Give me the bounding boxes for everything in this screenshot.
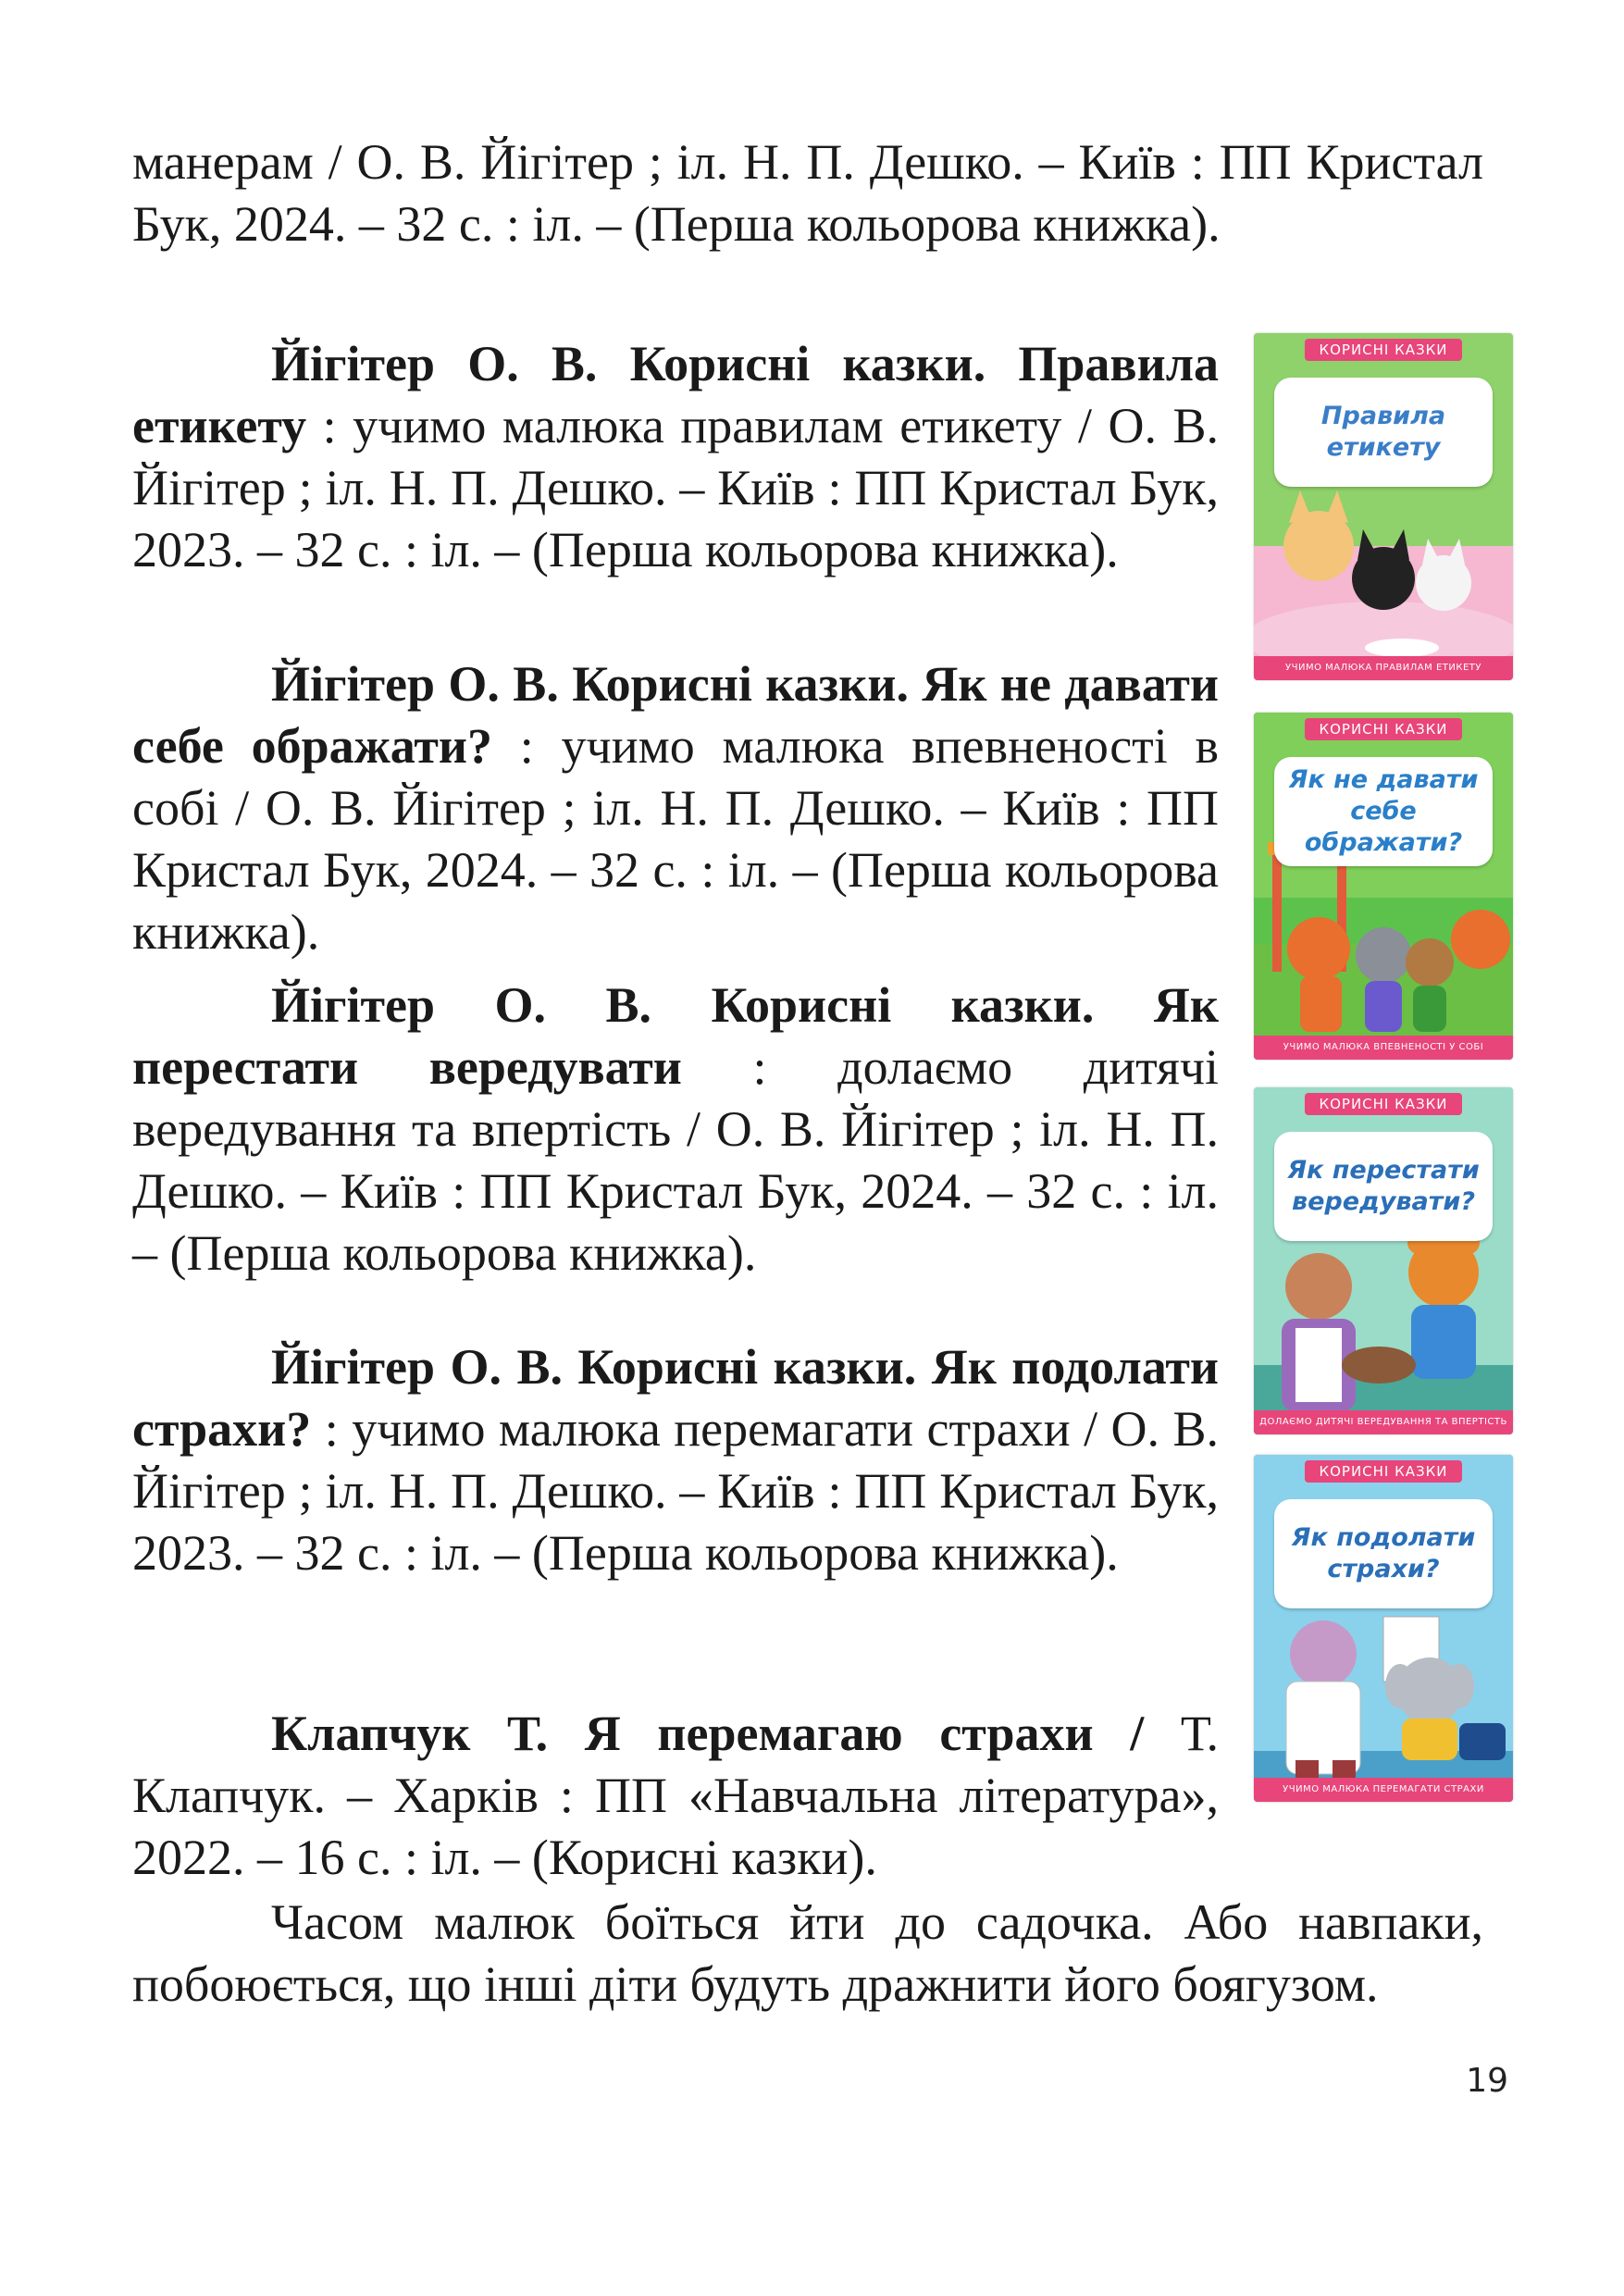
entry-title: Йігітер О. В. Корисні казки. Як подолати страхи?	[132, 1339, 1219, 1457]
book-cover-tantrums	[1254, 1087, 1513, 1434]
cover-subtitle: ДОЛАЄМО ДИТЯЧІ ВЕРЕДУВАННЯ ТА ВПЕРТІСТЬ	[1254, 1410, 1513, 1434]
cover-subtitle: УЧИМО МАЛЮКА ПРАВИЛАМ ЕТИКЕТУ	[1254, 656, 1513, 680]
book-cover-fears	[1254, 1455, 1513, 1802]
entry-title: Клапчук Т. Я перемагаю страхи /	[271, 1706, 1145, 1761]
page-number: 19	[1466, 2062, 1508, 2100]
cover-subtitle: УЧИМО МАЛЮКА ВПЕВНЕНОСТІ У СОБІ	[1254, 1036, 1513, 1060]
entry-title: Йігітер О. В. Корисні казки. Правила етикету	[132, 336, 1219, 453]
entry-text: : долаємо дитячі вередування та впертість / О. В. Йігітер ; іл. Н. П. Дешко. – Київ : ПП Кристал Бук, 2024. – 32 с. : іл. – (Перша кольорова книжка).	[132, 1039, 1219, 1281]
cover-series-badge: КОРИСНІ КАЗКИ	[1305, 339, 1462, 361]
book-cover-etiquette	[1254, 333, 1513, 680]
entry-title: Йігітер О. В. Корисні казки. Як перестати вередувати	[132, 977, 1219, 1095]
bibliography-entry	[132, 333, 1219, 581]
cover-title: Як перестати вередувати?	[1274, 1132, 1493, 1241]
entry-text: : учимо малюка впевненості в собі / О. В. Йігітер ; іл. Н. П. Дешко. – Київ : ПП Кристал Бук, 2024. – 32 с. : іл. – (Перша кольорова книжка).	[132, 718, 1220, 960]
bibliography-entry	[132, 974, 1219, 1285]
cover-title: Правила етикету	[1274, 378, 1493, 487]
entry-title: Йігітер О. В. Корисні казки. Як не давати себе ображати?	[132, 656, 1219, 774]
entry-text: : учимо малюка перемагати страхи / О. В. Йігітер ; іл. Н. П. Дешко. – Київ : ПП Кристал Бук, 2023. – 32 с. : іл. – (Перша кольорова книжка).	[132, 1401, 1219, 1581]
book-cover-confidence	[1254, 713, 1513, 1060]
cover-title: Як подолати страхи?	[1274, 1499, 1493, 1608]
bibliography-entry	[132, 1703, 1219, 1889]
bibliography-entry	[132, 1336, 1219, 1584]
cover-series-badge: КОРИСНІ КАЗКИ	[1305, 718, 1462, 740]
cover-title: Як не давати себе ображати?	[1274, 757, 1493, 866]
entry-text: манерам / О. В. Йігітер ; іл. Н. П. Дешко. – Київ : ПП Кристал Бук, 2024. – 32 с. : іл. – (Перша кольорова книжка).	[132, 134, 1483, 252]
cover-subtitle: УЧИМО МАЛЮКА ПЕРЕМАГАТИ СТРАХИ	[1254, 1778, 1513, 1802]
entry-text: Т. Клапчук. – Харків : ПП «Навчальна література», 2022. – 16 с. : іл. – (Корисні казки).	[132, 1706, 1219, 1885]
closing-paragraph: Часом малюк боїться йти до садочка. Або навпаки, побоюється, що інші діти будуть дражнити його боягузом.	[132, 1894, 1483, 2012]
entry-text: : учимо малюка правилам етикету / О. В. Йігітер ; іл. Н. П. Дешко. – Київ : ПП Кристал Бук, 2023. – 32 с. : іл. – (Перша кольорова книжка).	[132, 398, 1219, 577]
bibliography-entry	[132, 653, 1219, 963]
bibliography-entry-continued	[132, 131, 1483, 255]
cover-series-badge: КОРИСНІ КАЗКИ	[1305, 1093, 1462, 1115]
cover-series-badge: КОРИСНІ КАЗКИ	[1305, 1460, 1462, 1483]
